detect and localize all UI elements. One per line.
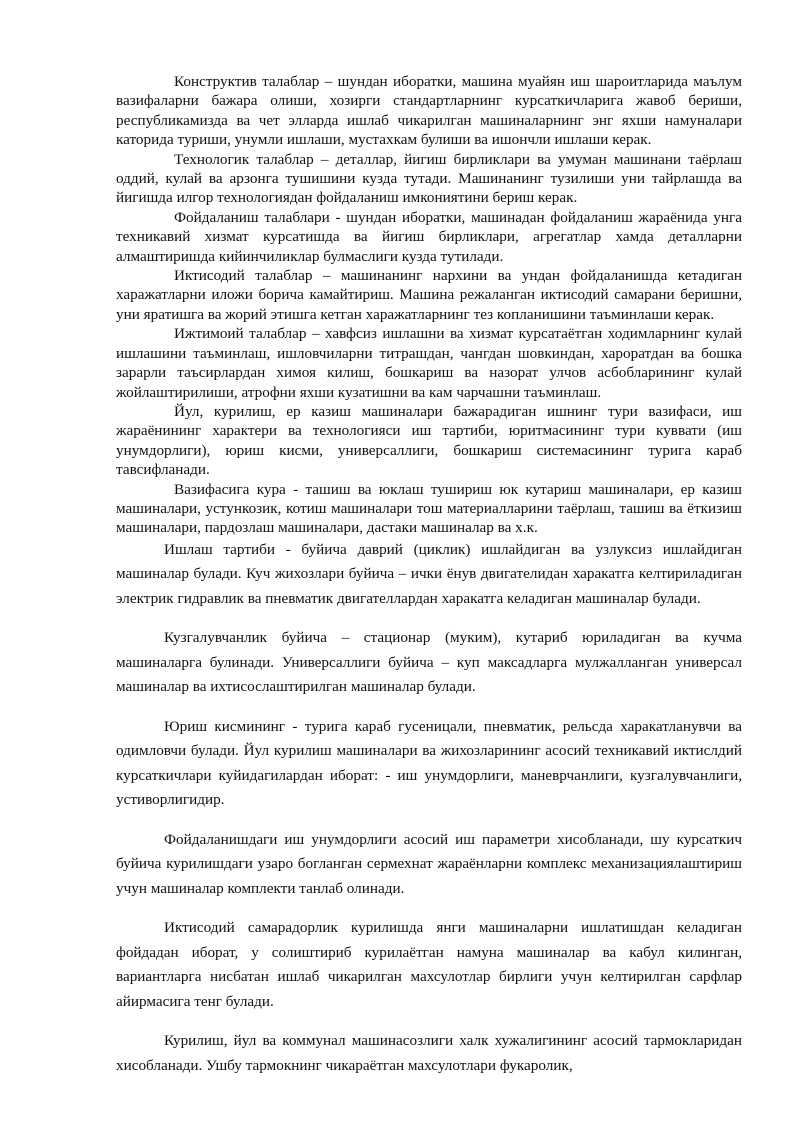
- paragraph-technological-requirements: Технологик талаблар – деталлар, йигиш бирликлари ва умуман машинани таёрлаш оддий, кулай ва арзонга тушишини кузда тутади. Машинанинг тузилиши уни тайрлашда ва йигишда илгор технологиядан фойдаланиш имкониятини бериш керак.: [116, 150, 742, 207]
- paragraph-economic-efficiency: Иктисодий самарадорлик курилишда янги машиналарни ишлатишдан келадиган фойдадан иборат, у солиштириб курилаётган намуна машиналар ва кабул килинган, вариантларга нисбатан ишлаб чикарилган махсулотлар бирлиги учун келтирилган сарфлар айирмасига тенг булади.: [116, 919, 742, 1010]
- paragraph-running-gear: Юриш кисмининг - турига караб гусеницали, пневматик, рельсда харакатланувчи ва одимловчи булади. Йул курилиш машиналари ва жихозларининг асосий техникавий иктислдий курсаткичлари куйидагилардан иборат: - иш унумдорлиги, маневрчанлиги, кузгалувчанлиги, устиворлигидир.: [116, 717, 742, 809]
- paragraph-operating-mode: Ишлаш тартиби - буйича даврий (циклик) ишлайдиган ва узлуксиз ишлайдиган машиналар булади. Куч жихозлари буйича – ички ёнув двигателидан харакатга келтириладиган электрик гидравлик ва пневматик двигателлардан харакатга келадиган машиналар булади.: [116, 540, 742, 607]
- paragraph-economic-requirements: Иктисодий талаблар – машинанинг нархини ва ундан фойдаланишда кетадиган харажатларни иложи борича камайтириш. Машина режаланган иктисодий самарани беришни, уни яратишга ва жорий этишга кетган харажатларнинг тез копланишини таъминлаши керак.: [116, 267, 742, 323]
- paragraph-constructive-requirements: Конструктив талаблар – шундан иборатки, машина муайян иш шароитларида маълум вазифаларни бажара олиши, хозирги стандартларнинг курсаткичларига жавоб бериши, республикамизда ва чет элларда ишлаб чикарилган машиналарнинг энг яхши намуналари каторида туриши, унумли ишлаши, мустахкам булиши ва ишончли ишлаши керак.: [116, 73, 742, 149]
- document-page: [116, 72, 742, 1078]
- paragraph-social-requirements: Ижтимоий талаблар – хавфсиз ишлашни ва хизмат курсатаётган ходимларнинг кулай ишлашини таъминлаш, ишловчиларни титрашдан, чангдан шовкиндан, хароратдан ва бошка зарарли таъсирлардан химоя килиш, бошкариш ва назорат улчов асбобларининг кулай жойлаштирилиши, атрофни яхши кузатишни ва кам чарчашни таъминлаш.: [116, 325, 742, 401]
- paragraph-operational-requirements: Фойдаланиш талаблари - шундан иборатки, машинадан фойдаланиш жараёнида унга техникавий хизмат курсатишда ва йигиш бирликлари, агрегатлар хамда деталларни алмаштиришда кийинчиликлар булмаслиги кузда тутилади.: [116, 208, 742, 265]
- paragraph-machine-characteristics: Йул, курилиш, ер казиш машиналари бажарадиган ишнинг тури вазифаси, иш жараёнининг характери ва технологияси иш тартиби, юритмасининг тури куввати (иш унумдорлиги), юриш кисми, универсаллиги, бошкариш системасининг турига караб тавсифланади.: [116, 402, 742, 479]
- paragraph-purpose-classification: Вазифасига кура - ташиш ва юклаш тушириш юк кутариш машиналари, ер казиш машиналари, устункозик, котиш машиналари тош материалларини таёрлаш, ташиш ва ёткизиш машиналари, пардозлаш машиналари, дастаки машиналар ва х.к.: [116, 480, 742, 537]
- paragraph-mobility: Кузгалувчанлик буйича – стационар (муким), кутариб юриладиган ва кучма машиналарга булинади. Универсаллиги буйича – куп максадларга мулжалланган универсал машиналар ва ихтисослаштирилган машиналар булади.: [116, 629, 742, 696]
- paragraph-productivity: Фойдаланишдаги иш унумдорлиги асосий иш параметри хисобланади, шу курсаткич буйича курилишдаги узаро богланган сермехнат жараёнларни комплекс механизациялаштириш учун машиналар комплекти танлаб олинади.: [116, 830, 742, 897]
- paragraph-construction-engineering: Курилиш, йул ва коммунал машинасозлиги халк хужалигининг асосий тармокларидан хисобланади. Ушбу тармокнинг чикараётган махсулотлари фукаролик,: [116, 1032, 742, 1074]
